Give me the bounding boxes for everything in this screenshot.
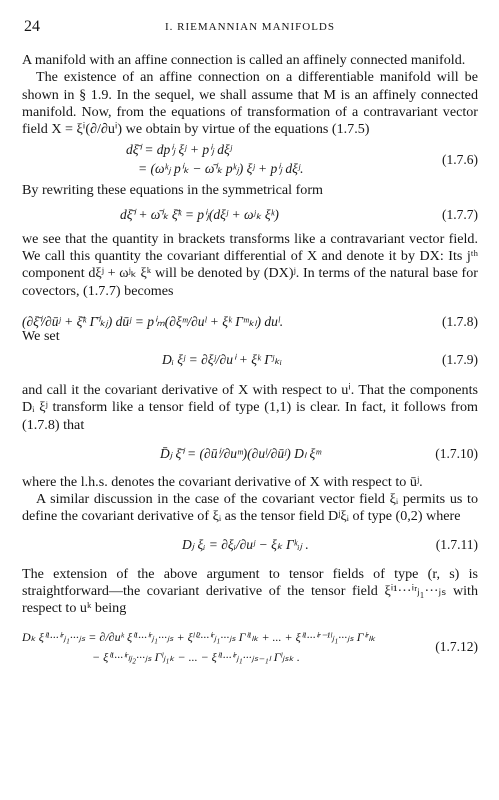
equation-number: (1.7.9) (442, 351, 478, 367)
equation-number: (1.7.10) (435, 445, 478, 461)
equation-1-7-11 (22, 526, 478, 562)
equation-number: (1.7.12) (435, 638, 478, 654)
equation-1-7-11-body: Dⱼ ξᵢ = ∂ξᵢ/∂uʲ − ξₖ Γᵏᵢⱼ . (182, 536, 309, 552)
equation-1-7-12-line-1: Dₖ ξⁱ¹···ⁱʳⱼ₁···ⱼₛ = ∂/∂uᵏ ξⁱ¹···ⁱʳⱼ₁···ⱼₛ + ξˡⁱ²···ⁱʳⱼ₁···ⱼₛ Γⁱ¹ₗₖ + ... + ξⁱ¹···ⁱʳ⁻¹ˡⱼ₁···ⱼₛ Γⁱʳₗₖ (22, 629, 376, 644)
paragraph-we-set: We set (22, 327, 60, 344)
equation-1-7-6 (22, 138, 478, 178)
equation-1-7-9-body: Dᵢ ξʲ = ∂ξʲ/∂uⁱ + ξᵏ Γʲₖᵢ (162, 351, 282, 367)
equation-number: (1.7.11) (435, 536, 478, 552)
equation-1-7-12 (22, 618, 478, 670)
running-head: I. RIEMANNIAN MANIFOLDS (165, 21, 335, 33)
paragraph-lhs: where the l.h.s. denotes the covariant derivative of X with respect to ūʲ. (22, 473, 423, 490)
page-header (22, 18, 478, 40)
equation-number: (1.7.8) (442, 313, 478, 329)
equation-1-7-8-body: (∂ξ̄ⁱ/∂ūʲ + ξ̄ᵏ Γ̄ⁱₖⱼ) dūʲ = pⁱₘ(∂ξᵐ/∂uˡ + ξᵏ Γᵐₖₗ) duˡ. (22, 313, 284, 329)
equation-1-7-6-line-2: = (ωᵏⱼ pⁱₖ − ω̄ⁱₖ pᵏⱼ) ξʲ + pⁱⱼ dξʲ. (138, 161, 304, 177)
page-number: 24 (24, 18, 40, 35)
equation-number: (1.7.7) (442, 206, 478, 222)
paragraph-covariant-vector: A similar discussion in the case of the covariant vector field ξᵢ permits us to define the covariant derivative of ξᵢ as the tensor field Dʲξᵢ of type (0,2) where (22, 491, 478, 525)
book-page (22, 18, 478, 670)
equation-1-7-8 (22, 302, 478, 343)
equation-1-7-6-line-1: dξ̄ⁱ = dpⁱⱼ ξʲ + pⁱⱼ dξʲ (126, 142, 232, 158)
paragraph-existence: The existence of an affine connection on a differentiable manifold will be shown in § 1.9. In the sequel, we shall assume that M is an affinely connected manifold. Now, from the equations of transformation of a contravariant vector field X = ξⁱ(∂/∂uⁱ) we obtain by virtue of the equations (1.7.5) (22, 69, 478, 138)
paragraph-definition: A manifold with an affine connection is called an affinely connected manifold. (22, 52, 466, 68)
equation-1-7-7 (22, 200, 478, 227)
paragraph-extension: The extension of the above argument to tensor fields of type (r, s) is straightforward—the covariant derivative of the tensor field ξⁱ¹···ⁱʳⱼ₁···ⱼₛ with respect to uᵏ being (22, 565, 478, 617)
equation-1-7-7-body: dξ̄ⁱ + ω̄ⁱₖ ξ̄ᵏ = pⁱⱼ(dξʲ + ωʲₖ ξᵏ) (120, 206, 279, 222)
equation-1-7-10-body: D̄ⱼ ξ̄ⁱ = (∂ūⁱ/∂uᵐ)(∂uˡ/∂ūʲ) Dₗ ξᵐ (160, 445, 321, 461)
equation-1-7-12-line-2: − ξⁱ¹···ⁱʳₗⱼ₂···ⱼₛ Γˡⱼ₁ₖ − ... − ξⁱ¹···ⁱʳⱼ₁···ⱼₛ₋₁ₗ Γˡⱼₛₖ . (92, 649, 300, 664)
paragraph-rewriting: By rewriting these equations in the symmetrical form (22, 182, 323, 199)
paragraph-covariant-derivative: and call it the covariant derivative of X with respect to uⁱ. That the components Dᵢ ξʲ transform like a tensor field of type (1,1) is clear. In fact, it follows from (1.7.8) that (22, 381, 478, 433)
equation-1-7-9 (22, 343, 478, 376)
equation-1-7-10 (22, 434, 478, 472)
paragraph-covariant-differential: we see that the quantity in brackets transforms like a contravariant vector field. We call this quantity the covariant differential of X and denote it by DX: Its jᵗʰ component dξʲ + ωʲₖ ξᵏ will be denoted by (DX)ʲ. In terms of the natural base for covectors, (1.7.7) becomes (22, 230, 478, 299)
equation-number: (1.7.6) (442, 152, 478, 168)
